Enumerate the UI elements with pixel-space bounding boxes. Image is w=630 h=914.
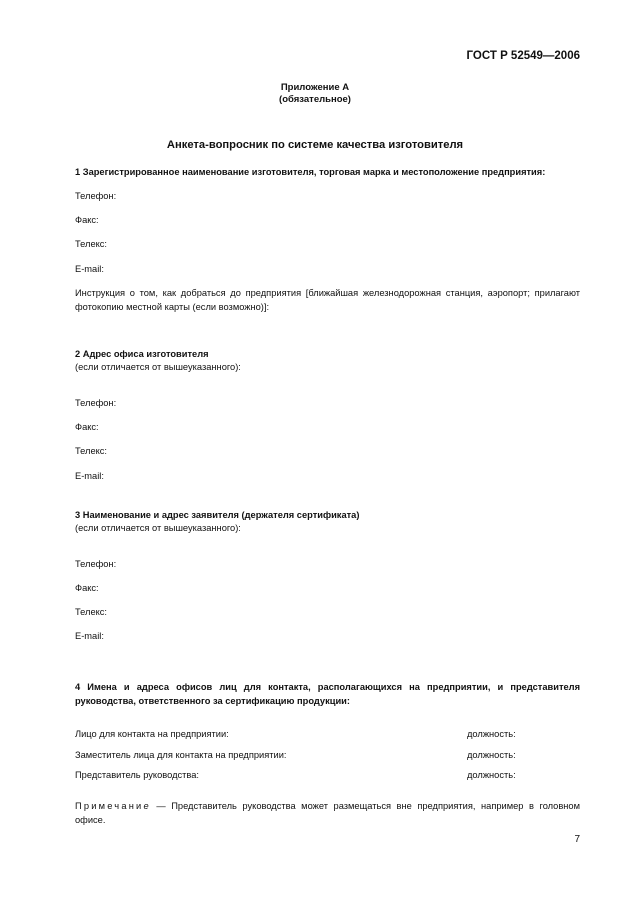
- section2-heading: 2 Адрес офиса изготовителя: [75, 349, 209, 359]
- management-rep-label: Представитель руководства:: [75, 770, 199, 780]
- section4-heading: 4 Имена и адреса офисов лиц для контакта, располагающихся на предприятии, и представителя руководства, ответственного за сертификацию продукции:: [75, 682, 580, 706]
- note-text: — Представитель руководства может размещаться вне предприятия, например в головном офисе.: [75, 801, 580, 825]
- section3-telex-label: Телекс:: [75, 607, 108, 617]
- section2-phone-label: Телефон:: [75, 398, 117, 408]
- section1-instruction: Инструкция о том, как добраться до предприятия [ближайшая железнодорожная станция, аэропорт; прилагают фотокопию местной карты (если возможно)]:: [75, 288, 580, 312]
- page-number: 7: [574, 834, 580, 845]
- section2-telex-label: Телекс:: [75, 446, 108, 456]
- deputy-contact-position: должность:: [467, 750, 516, 760]
- contact-person-label: Лицо для контакта на предприятии:: [75, 729, 229, 739]
- section1-email-label: E-mail:: [75, 264, 104, 274]
- section1-heading: 1 Зарегистрированное наименование изготовителя, торговая марка и местоположение предприятия:: [75, 167, 546, 177]
- section2-fax-label: Факс:: [75, 422, 99, 432]
- annex-title: Приложение А: [280, 82, 350, 93]
- contact-person-position: должность:: [467, 729, 516, 739]
- section3-heading: 3 Наименование и адрес заявителя (держателя сертификата): [75, 510, 360, 520]
- annex-type: (обязательное): [279, 94, 351, 105]
- management-rep-position: должность:: [467, 770, 516, 780]
- section2-email-label: E-mail:: [75, 471, 104, 481]
- note-paragraph: [75, 800, 580, 827]
- section1-telex-label: Телекс:: [75, 239, 108, 249]
- document-code: ГОСТ Р 52549—2006: [466, 50, 580, 62]
- section1-phone-label: Телефон:: [75, 191, 117, 201]
- form-title: Анкета-вопросник по системе качества изготовителя: [166, 139, 464, 151]
- section1-fax-label: Факс:: [75, 215, 99, 225]
- section3-email-label: E-mail:: [75, 631, 104, 641]
- deputy-contact-label: Заместитель лица для контакта на предприятии:: [75, 750, 287, 760]
- section2-note: (если отличается от вышеуказанного):: [75, 362, 241, 372]
- section3-note: (если отличается от вышеуказанного):: [75, 523, 241, 533]
- section3-phone-label: Телефон:: [75, 559, 117, 569]
- section3-fax-label: Факс:: [75, 583, 99, 593]
- note-label: Примечани: [75, 801, 144, 811]
- note-label-suffix: е: [143, 801, 151, 811]
